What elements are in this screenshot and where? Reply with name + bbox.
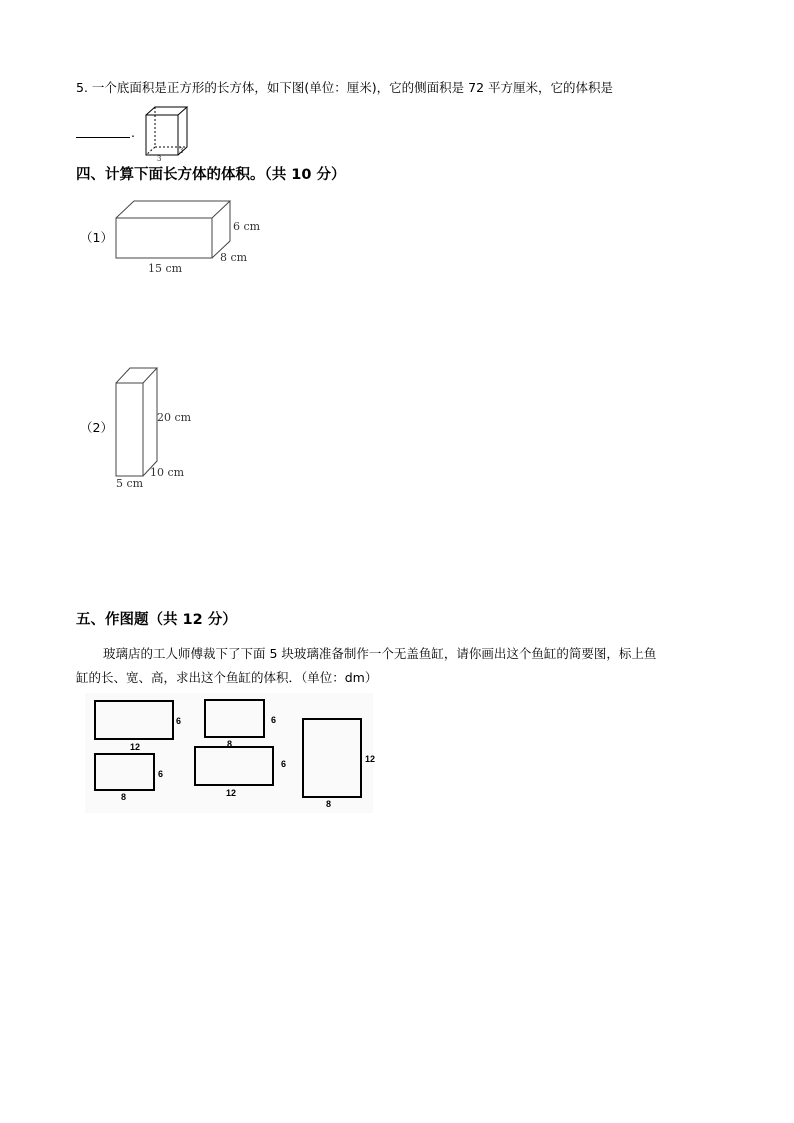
pane-4-height-label: 6 [281,759,287,769]
pane-5-width-label: 8 [326,799,332,809]
cuboid-2-figure [110,365,210,495]
cuboid-2-length-label: 5 cm [116,477,144,490]
question-5-body: 一个底面积是正方形的长方体，如下图(单位：厘米)，它的侧面积是 72 平方厘米，它的体积是 [91,80,614,95]
pane-5-height-label: 12 [365,754,376,764]
cuboid-1-height-label: 6 cm [233,220,261,233]
pane-3-height-label: 6 [158,769,164,779]
cuboid-2-width-label: 10 cm [150,466,185,479]
item-2-label: （2） [80,420,113,435]
question-5-number: 5. [76,80,88,95]
answer-blank-period: . [131,125,135,140]
cuboid-1-figure [110,198,270,278]
section-5-paragraph-line-1: 玻璃店的工人师傅裁下了下面 5 块玻璃准备制作一个无盖鱼缸，请你画出这个鱼缸的简要图，标上鱼 [103,646,657,661]
cuboid-1-width-label: 8 cm [220,251,248,264]
section-5-title: 五、作图题（共 12 分） [76,612,237,628]
pane-1-height-label: 6 [176,716,182,726]
pane-3-width-label: 8 [121,792,127,802]
glass-panes-figure [85,693,385,818]
section-5-paragraph-line-2: 缸的长、宽、高，求出这个鱼缸的体积．（单位：dm） [76,670,378,685]
cuboid-1-length-label: 15 cm [148,262,183,275]
pane-2-width-label: 8 [227,739,233,749]
pane-4-width-label: 12 [226,788,237,798]
section-4-title: 四、计算下面长方体的体积。（共 10 分） [76,167,346,183]
pane-2-height-label: 6 [271,715,277,725]
q5-label-front: 3 [157,155,162,163]
item-1-label: （1） [80,230,113,245]
pane-1-width-label: 12 [130,742,141,752]
cuboid-2-height-label: 20 cm [157,411,192,424]
answer-blank[interactable] [76,137,130,138]
q5-cuboid-figure [140,103,200,163]
q5-label-side: 3 [179,147,184,155]
question-5-text [76,79,613,97]
